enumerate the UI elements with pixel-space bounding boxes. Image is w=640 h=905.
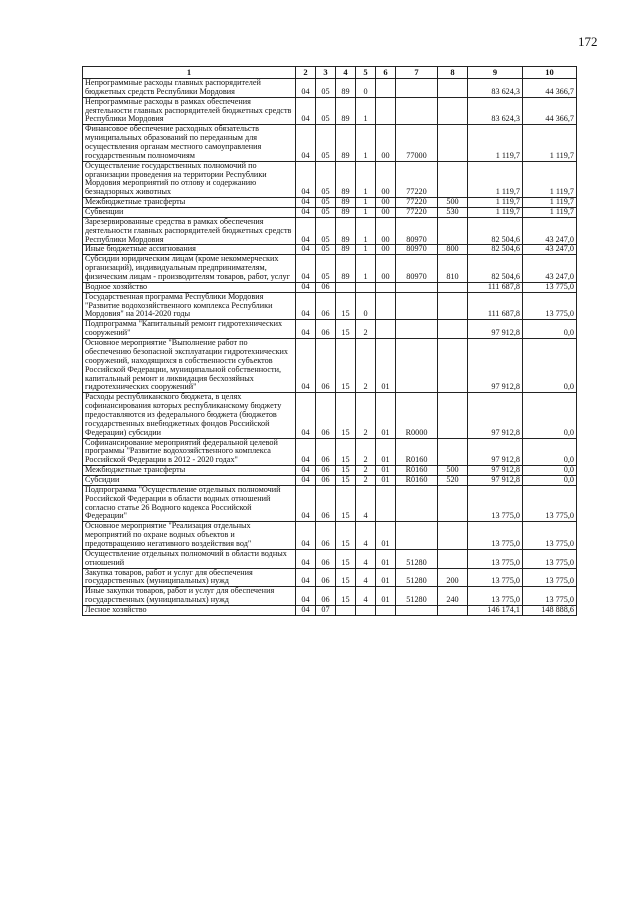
- table-row: [83, 568, 577, 587]
- cell-c7: R0000: [396, 393, 438, 438]
- cell-c2: 04: [296, 587, 316, 606]
- row-label-cell: Водное хозяйство: [83, 282, 296, 292]
- cell-c4: [336, 282, 356, 292]
- row-label-cell: Зарезервированные средства в рамках обеспечения деятельности главных распорядителей бюджетных средств Республики Мордовия: [83, 217, 296, 245]
- cell-c2: 04: [296, 217, 316, 245]
- cell-v9: 1 119,7: [468, 208, 523, 218]
- cell-c2: 04: [296, 125, 316, 161]
- cell-v10: 0,0: [523, 393, 577, 438]
- cell-v10: 0,0: [523, 339, 577, 393]
- cell-c8: 240: [438, 587, 468, 606]
- cell-v10: 1 119,7: [523, 161, 577, 197]
- cell-c6: 00: [376, 217, 396, 245]
- row-label-cell: Государственная программа Республики Мордовия "Развитие водохозяйственного комплекса Республики Мордовия" на 2014-2020 годы: [83, 292, 296, 320]
- cell-v9: 82 504,6: [468, 217, 523, 245]
- table-row: [83, 475, 577, 485]
- cell-c2: 04: [296, 475, 316, 485]
- table-row: [83, 208, 577, 218]
- cell-v9: 13 775,0: [468, 522, 523, 550]
- cell-c3: 05: [316, 217, 336, 245]
- cell-v9: 111 687,8: [468, 292, 523, 320]
- cell-c5: 4: [356, 522, 376, 550]
- table-row: [83, 438, 577, 466]
- cell-c7: 80970: [396, 255, 438, 283]
- cell-c6: [376, 79, 396, 98]
- cell-c6: 01: [376, 466, 396, 476]
- cell-c4: 15: [336, 568, 356, 587]
- table-row: [83, 282, 577, 292]
- cell-c4: 15: [336, 485, 356, 521]
- cell-c2: 04: [296, 393, 316, 438]
- cell-v10: 1 119,7: [523, 208, 577, 218]
- cell-v10: 44 366,7: [523, 97, 577, 125]
- cell-c6: 01: [376, 475, 396, 485]
- table-row: [83, 522, 577, 550]
- row-label-cell: Расходы республиканского бюджета, в целях софинансирования которых республиканскому бюджету предоставляются из федерального бюджета (бюджетов государственных внебюджетных фондов Российской Федерации) субсидии: [83, 393, 296, 438]
- cell-c7: 80970: [396, 245, 438, 255]
- row-label-cell: Софинансирование мероприятий федеральной целевой программы "Развитие водохозяйственного комплекса Российской Федерации в 2012 - 2020 годах": [83, 438, 296, 466]
- cell-c5: 2: [356, 475, 376, 485]
- cell-c8: 520: [438, 475, 468, 485]
- cell-c6: 01: [376, 393, 396, 438]
- cell-c7: [396, 320, 438, 339]
- table-row: [83, 549, 577, 568]
- cell-c5: 1: [356, 97, 376, 125]
- row-label-cell: Непрограммные расходы в рамках обеспечения деятельности главных распорядителей бюджетных средств Республики Мордовия: [83, 97, 296, 125]
- cell-c3: 05: [316, 79, 336, 98]
- cell-c2: 04: [296, 438, 316, 466]
- column-header-6: 6: [376, 67, 396, 79]
- column-header-10: 10: [523, 67, 577, 79]
- cell-v9: 146 174,1: [468, 605, 523, 615]
- column-header-3: 3: [316, 67, 336, 79]
- cell-c2: 04: [296, 339, 316, 393]
- cell-c4: 15: [336, 339, 356, 393]
- cell-c5: 2: [356, 466, 376, 476]
- table-row: [83, 393, 577, 438]
- cell-c2: 04: [296, 292, 316, 320]
- cell-c6: [376, 485, 396, 521]
- cell-c4: 15: [336, 292, 356, 320]
- cell-c8: [438, 605, 468, 615]
- cell-c5: 1: [356, 161, 376, 197]
- cell-v10: 13 775,0: [523, 292, 577, 320]
- cell-c4: [336, 605, 356, 615]
- cell-c3: 05: [316, 255, 336, 283]
- table-row: [83, 125, 577, 161]
- column-header-7: 7: [396, 67, 438, 79]
- cell-c3: 06: [316, 522, 336, 550]
- cell-c3: 05: [316, 245, 336, 255]
- cell-c7: 80970: [396, 217, 438, 245]
- row-label-cell: Осуществление отдельных полномочий в области водных отношений: [83, 549, 296, 568]
- cell-c4: 15: [336, 466, 356, 476]
- cell-c6: [376, 292, 396, 320]
- cell-c8: [438, 522, 468, 550]
- cell-c2: 04: [296, 198, 316, 208]
- cell-c5: 2: [356, 438, 376, 466]
- cell-v9: 97 912,8: [468, 339, 523, 393]
- cell-c3: 06: [316, 339, 336, 393]
- cell-c7: [396, 339, 438, 393]
- cell-c3: 06: [316, 568, 336, 587]
- cell-c7: 51280: [396, 568, 438, 587]
- column-header-8: 8: [438, 67, 468, 79]
- cell-c4: 89: [336, 161, 356, 197]
- cell-c4: 89: [336, 97, 356, 125]
- cell-c5: 4: [356, 587, 376, 606]
- cell-c4: 89: [336, 245, 356, 255]
- cell-c5: 1: [356, 217, 376, 245]
- cell-v10: 13 775,0: [523, 587, 577, 606]
- column-header-5: 5: [356, 67, 376, 79]
- cell-c7: [396, 97, 438, 125]
- cell-v10: 13 775,0: [523, 485, 577, 521]
- cell-v9: 1 119,7: [468, 125, 523, 161]
- cell-c8: [438, 282, 468, 292]
- row-label-cell: Иные закупки товаров, работ и услуг для обеспечения государственных (муниципальных) нужд: [83, 587, 296, 606]
- table-header-row: [83, 67, 577, 79]
- cell-c2: 04: [296, 605, 316, 615]
- cell-c4: 89: [336, 125, 356, 161]
- cell-c2: 04: [296, 79, 316, 98]
- cell-c8: [438, 292, 468, 320]
- cell-c3: 06: [316, 393, 336, 438]
- cell-c3: 07: [316, 605, 336, 615]
- cell-c6: 01: [376, 438, 396, 466]
- cell-c5: 1: [356, 255, 376, 283]
- table-body: [83, 79, 577, 616]
- cell-v9: 13 775,0: [468, 587, 523, 606]
- cell-c6: 00: [376, 125, 396, 161]
- table-row: [83, 320, 577, 339]
- cell-c5: 4: [356, 568, 376, 587]
- cell-c4: 89: [336, 79, 356, 98]
- table-row: [83, 161, 577, 197]
- cell-c3: 06: [316, 320, 336, 339]
- cell-c8: [438, 125, 468, 161]
- cell-v10: 44 366,7: [523, 79, 577, 98]
- cell-c3: 06: [316, 292, 336, 320]
- cell-c6: [376, 605, 396, 615]
- cell-c2: 04: [296, 245, 316, 255]
- cell-c7: [396, 605, 438, 615]
- cell-v9: 1 119,7: [468, 198, 523, 208]
- cell-c5: 2: [356, 320, 376, 339]
- cell-c2: 04: [296, 568, 316, 587]
- cell-c3: 05: [316, 198, 336, 208]
- cell-c3: 06: [316, 485, 336, 521]
- cell-c8: 200: [438, 568, 468, 587]
- cell-c4: 89: [336, 217, 356, 245]
- cell-c6: 00: [376, 208, 396, 218]
- cell-v10: 13 775,0: [523, 522, 577, 550]
- cell-c7: 77220: [396, 198, 438, 208]
- cell-v10: 1 119,7: [523, 198, 577, 208]
- cell-c8: [438, 393, 468, 438]
- cell-c7: [396, 282, 438, 292]
- cell-c5: 0: [356, 79, 376, 98]
- cell-c8: [438, 438, 468, 466]
- cell-c8: [438, 79, 468, 98]
- cell-c6: [376, 320, 396, 339]
- cell-c7: [396, 292, 438, 320]
- cell-c5: 1: [356, 245, 376, 255]
- row-label-cell: Основное мероприятие "Выполнение работ по обеспечению безопасной эксплуатации гидротехнических сооружений, находящихся в собственности субъектов Российской Федерации, муниципальной собственности, капитальный ремонт и ликвидация бесхозяйных гидротехнических сооружений": [83, 339, 296, 393]
- cell-c6: 01: [376, 549, 396, 568]
- row-label-cell: Закупка товаров, работ и услуг для обеспечения государственных (муниципальных) нужд: [83, 568, 296, 587]
- cell-c2: 04: [296, 208, 316, 218]
- cell-c3: 05: [316, 161, 336, 197]
- cell-c6: 01: [376, 568, 396, 587]
- cell-v9: 1 119,7: [468, 161, 523, 197]
- cell-c4: 15: [336, 393, 356, 438]
- cell-c3: 06: [316, 549, 336, 568]
- row-label-cell: Непрограммные расходы главных распорядителей бюджетных средств Республики Мордовия: [83, 79, 296, 98]
- table-row: [83, 198, 577, 208]
- table-row: [83, 485, 577, 521]
- cell-c5: 1: [356, 125, 376, 161]
- cell-c2: 04: [296, 522, 316, 550]
- cell-c8: [438, 549, 468, 568]
- cell-c5: [356, 605, 376, 615]
- cell-c7: 51280: [396, 587, 438, 606]
- cell-c6: 00: [376, 161, 396, 197]
- cell-c5: 1: [356, 198, 376, 208]
- cell-c4: 15: [336, 549, 356, 568]
- cell-c2: 04: [296, 161, 316, 197]
- cell-v10: 13 775,0: [523, 568, 577, 587]
- cell-c3: 06: [316, 282, 336, 292]
- cell-c4: 89: [336, 208, 356, 218]
- cell-c8: 500: [438, 466, 468, 476]
- cell-c3: 05: [316, 97, 336, 125]
- table-row: [83, 466, 577, 476]
- cell-c7: 77220: [396, 208, 438, 218]
- cell-v9: 82 504,6: [468, 255, 523, 283]
- table-row: [83, 587, 577, 606]
- cell-c6: 01: [376, 522, 396, 550]
- cell-v10: 43 247,0: [523, 255, 577, 283]
- cell-v9: 97 912,8: [468, 393, 523, 438]
- cell-c2: 04: [296, 97, 316, 125]
- cell-c2: 04: [296, 320, 316, 339]
- cell-c7: 77220: [396, 161, 438, 197]
- page-number: 172: [578, 34, 598, 49]
- cell-c6: [376, 97, 396, 125]
- cell-v9: 13 775,0: [468, 549, 523, 568]
- cell-c3: 06: [316, 466, 336, 476]
- cell-v9: 83 624,3: [468, 97, 523, 125]
- cell-c8: 800: [438, 245, 468, 255]
- cell-c3: 06: [316, 475, 336, 485]
- cell-c8: [438, 339, 468, 393]
- table-row: [83, 339, 577, 393]
- cell-c3: 06: [316, 587, 336, 606]
- cell-v9: 111 687,8: [468, 282, 523, 292]
- cell-v10: 13 775,0: [523, 282, 577, 292]
- cell-v9: 82 504,6: [468, 245, 523, 255]
- cell-c2: 04: [296, 255, 316, 283]
- cell-c5: 2: [356, 339, 376, 393]
- cell-v10: 148 888,6: [523, 605, 577, 615]
- cell-c3: 05: [316, 125, 336, 161]
- cell-c7: R0160: [396, 475, 438, 485]
- row-label-cell: Финансовое обеспечение расходных обязательств муниципальных образований по переданным для осуществления органам местного самоуправления государственным полномочиям: [83, 125, 296, 161]
- cell-v10: 0,0: [523, 466, 577, 476]
- cell-v9: 13 775,0: [468, 485, 523, 521]
- cell-c6: [376, 282, 396, 292]
- cell-c6: 00: [376, 198, 396, 208]
- cell-c5: [356, 282, 376, 292]
- cell-v10: 0,0: [523, 320, 577, 339]
- cell-c4: 15: [336, 438, 356, 466]
- cell-c5: 2: [356, 393, 376, 438]
- column-header-9: 9: [468, 67, 523, 79]
- cell-c7: 51280: [396, 549, 438, 568]
- table-row: [83, 292, 577, 320]
- cell-c5: 0: [356, 292, 376, 320]
- cell-v10: 0,0: [523, 438, 577, 466]
- cell-c4: 15: [336, 587, 356, 606]
- table-row: [83, 97, 577, 125]
- cell-c4: 89: [336, 198, 356, 208]
- cell-c7: R0160: [396, 466, 438, 476]
- cell-c6: 01: [376, 587, 396, 606]
- cell-v9: 97 912,8: [468, 438, 523, 466]
- cell-v10: 13 775,0: [523, 549, 577, 568]
- cell-c7: R0160: [396, 438, 438, 466]
- row-label-cell: Подпрограмма "Осуществление отдельных полномочий Российской Федерации в области водных отношений согласно статье 26 Водного кодекса Российской Федерации": [83, 485, 296, 521]
- cell-v9: 97 912,8: [468, 466, 523, 476]
- cell-c2: 04: [296, 549, 316, 568]
- cell-c8: 810: [438, 255, 468, 283]
- cell-c4: 15: [336, 522, 356, 550]
- row-label-cell: Субсидии юридическим лицам (кроме некоммерческих организаций), индивидуальным предпринимателям, физическим лицам - производителям товаров, работ, услуг: [83, 255, 296, 283]
- cell-c3: 06: [316, 438, 336, 466]
- cell-c8: [438, 320, 468, 339]
- row-label-cell: Субвенции: [83, 208, 296, 218]
- row-label-cell: Межбюджетные трансферты: [83, 466, 296, 476]
- table-row: [83, 79, 577, 98]
- cell-v10: 43 247,0: [523, 217, 577, 245]
- row-label-cell: Межбюджетные трансферты: [83, 198, 296, 208]
- column-header-2: 2: [296, 67, 316, 79]
- cell-c4: 89: [336, 255, 356, 283]
- cell-c5: 4: [356, 485, 376, 521]
- cell-c5: 4: [356, 549, 376, 568]
- row-label-cell: Иные бюджетные ассигнования: [83, 245, 296, 255]
- row-label-cell: Подпрограмма "Капитальный ремонт гидротехнических сооружений": [83, 320, 296, 339]
- cell-c8: [438, 217, 468, 245]
- table-row: [83, 605, 577, 615]
- cell-c5: 1: [356, 208, 376, 218]
- cell-c4: 15: [336, 320, 356, 339]
- cell-c8: [438, 97, 468, 125]
- cell-c2: 04: [296, 466, 316, 476]
- cell-c6: 01: [376, 339, 396, 393]
- row-label-cell: Субсидии: [83, 475, 296, 485]
- cell-v9: 13 775,0: [468, 568, 523, 587]
- row-label-cell: Осуществление государственных полномочий по организации проведения на территории Республики Мордовия мероприятий по отлову и содержанию безнадзорных животных: [83, 161, 296, 197]
- cell-c7: [396, 79, 438, 98]
- cell-v10: 0,0: [523, 475, 577, 485]
- cell-v10: 43 247,0: [523, 245, 577, 255]
- table-row: [83, 245, 577, 255]
- cell-c7: [396, 522, 438, 550]
- cell-c7: 77000: [396, 125, 438, 161]
- cell-c8: [438, 161, 468, 197]
- cell-c6: 00: [376, 245, 396, 255]
- cell-c4: 15: [336, 475, 356, 485]
- cell-c8: 500: [438, 198, 468, 208]
- table-row: [83, 217, 577, 245]
- cell-v10: 1 119,7: [523, 125, 577, 161]
- cell-c6: 00: [376, 255, 396, 283]
- cell-v9: 83 624,3: [468, 79, 523, 98]
- column-header-1: 1: [83, 67, 296, 79]
- cell-v9: 97 912,8: [468, 475, 523, 485]
- cell-c7: [396, 485, 438, 521]
- cell-c8: 530: [438, 208, 468, 218]
- row-label-cell: Лесное хозяйство: [83, 605, 296, 615]
- cell-c3: 05: [316, 208, 336, 218]
- cell-c2: 04: [296, 282, 316, 292]
- cell-c8: [438, 485, 468, 521]
- row-label-cell: Основное мероприятие "Реализация отдельных мероприятий по охране водных объектов и предотвращению негативного воздействия вод": [83, 522, 296, 550]
- cell-c2: 04: [296, 485, 316, 521]
- table-row: [83, 255, 577, 283]
- cell-v9: 97 912,8: [468, 320, 523, 339]
- budget-table: [82, 66, 577, 616]
- column-header-4: 4: [336, 67, 356, 79]
